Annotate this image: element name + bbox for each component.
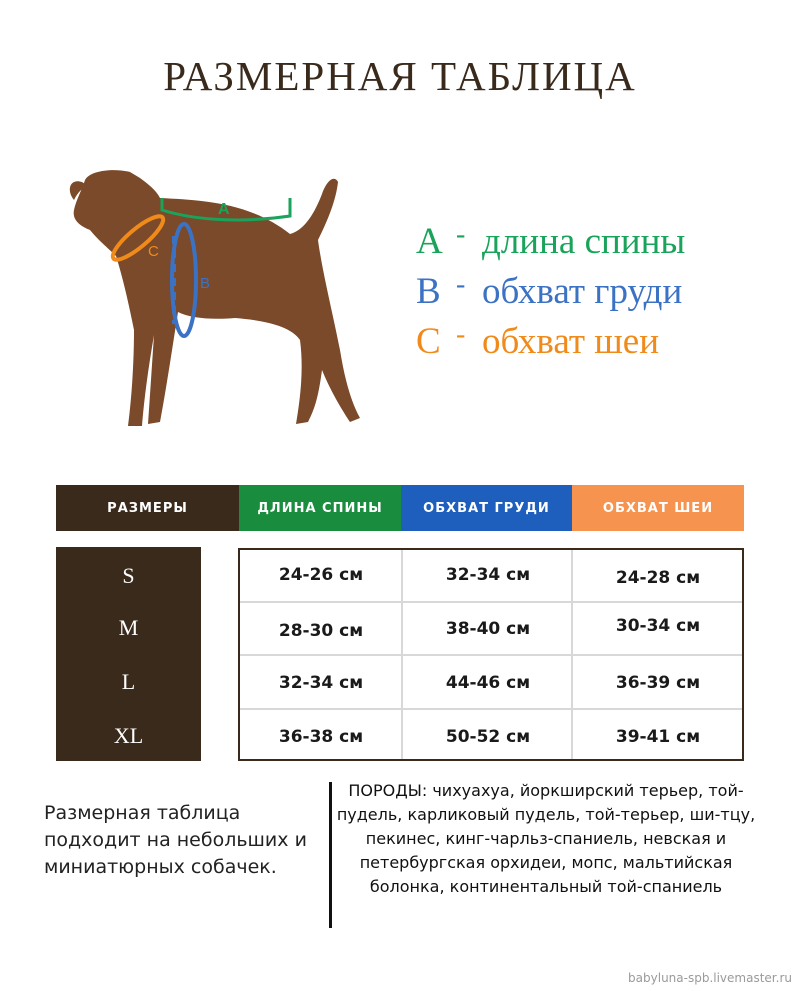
table-cell: 32-34 см <box>445 565 531 585</box>
label-b: B <box>200 275 211 292</box>
table-cell: 30-34 см <box>615 616 701 636</box>
table-cell: 24-26 см <box>278 565 364 585</box>
size-table <box>238 548 744 761</box>
table-cell: 32-34 см <box>278 673 364 693</box>
dog-diagram <box>60 160 380 435</box>
breeds-list: ПОРОДЫ: чихуахуа, йоркширский терьер, той-пудель, карликовый пудель, той-терьер, ши-тцу, пекинес, кинг-чарльз-спаниель, невская и петербургская орхидеи, мопс, мальтийская болонка, континентальный той-спаниель <box>336 781 756 896</box>
table-cell: 36-38 см <box>278 727 364 747</box>
table-cell: 44-46 см <box>445 673 531 693</box>
size-label: XL <box>113 723 144 748</box>
label-a: A <box>218 201 230 218</box>
dog-silhouette-icon <box>60 160 380 435</box>
legend-item-neck-girth: C - обхват шеи <box>416 319 659 362</box>
legend-item-chest-girth: B - обхват груди <box>416 269 683 312</box>
table-cell: 38-40 см <box>445 619 531 639</box>
page-title: РАЗМЕРНАЯ ТАБЛИЦА <box>163 53 637 99</box>
table-cell: 36-39 см <box>615 673 701 693</box>
watermark: babyluna-spb.livemaster.ru <box>628 971 792 985</box>
table-cell: 24-28 см <box>615 568 701 588</box>
legend-item-back-length: A - длина спины <box>416 219 686 262</box>
size-label: M <box>118 615 139 640</box>
header-back-length: ДЛИНА СПИНЫ <box>239 485 401 531</box>
size-note: Размерная таблица подходит на небольших и миниатюрных собачек. <box>44 802 307 878</box>
label-c: C <box>148 243 159 260</box>
header-chest-girth: ОБХВАТ ГРУДИ <box>401 485 572 531</box>
table-cell: 28-30 см <box>278 621 364 641</box>
table-cell: 39-41 см <box>615 727 701 747</box>
header-sizes: РАЗМЕРЫ <box>56 485 239 531</box>
table-cell: 50-52 см <box>445 727 531 747</box>
size-label: S <box>122 563 135 588</box>
divider <box>329 782 332 928</box>
header-neck-girth: ОБХВАТ ШЕИ <box>572 485 744 531</box>
measurement-legend <box>416 218 685 368</box>
size-column <box>56 547 201 761</box>
size-label: L <box>121 669 136 694</box>
